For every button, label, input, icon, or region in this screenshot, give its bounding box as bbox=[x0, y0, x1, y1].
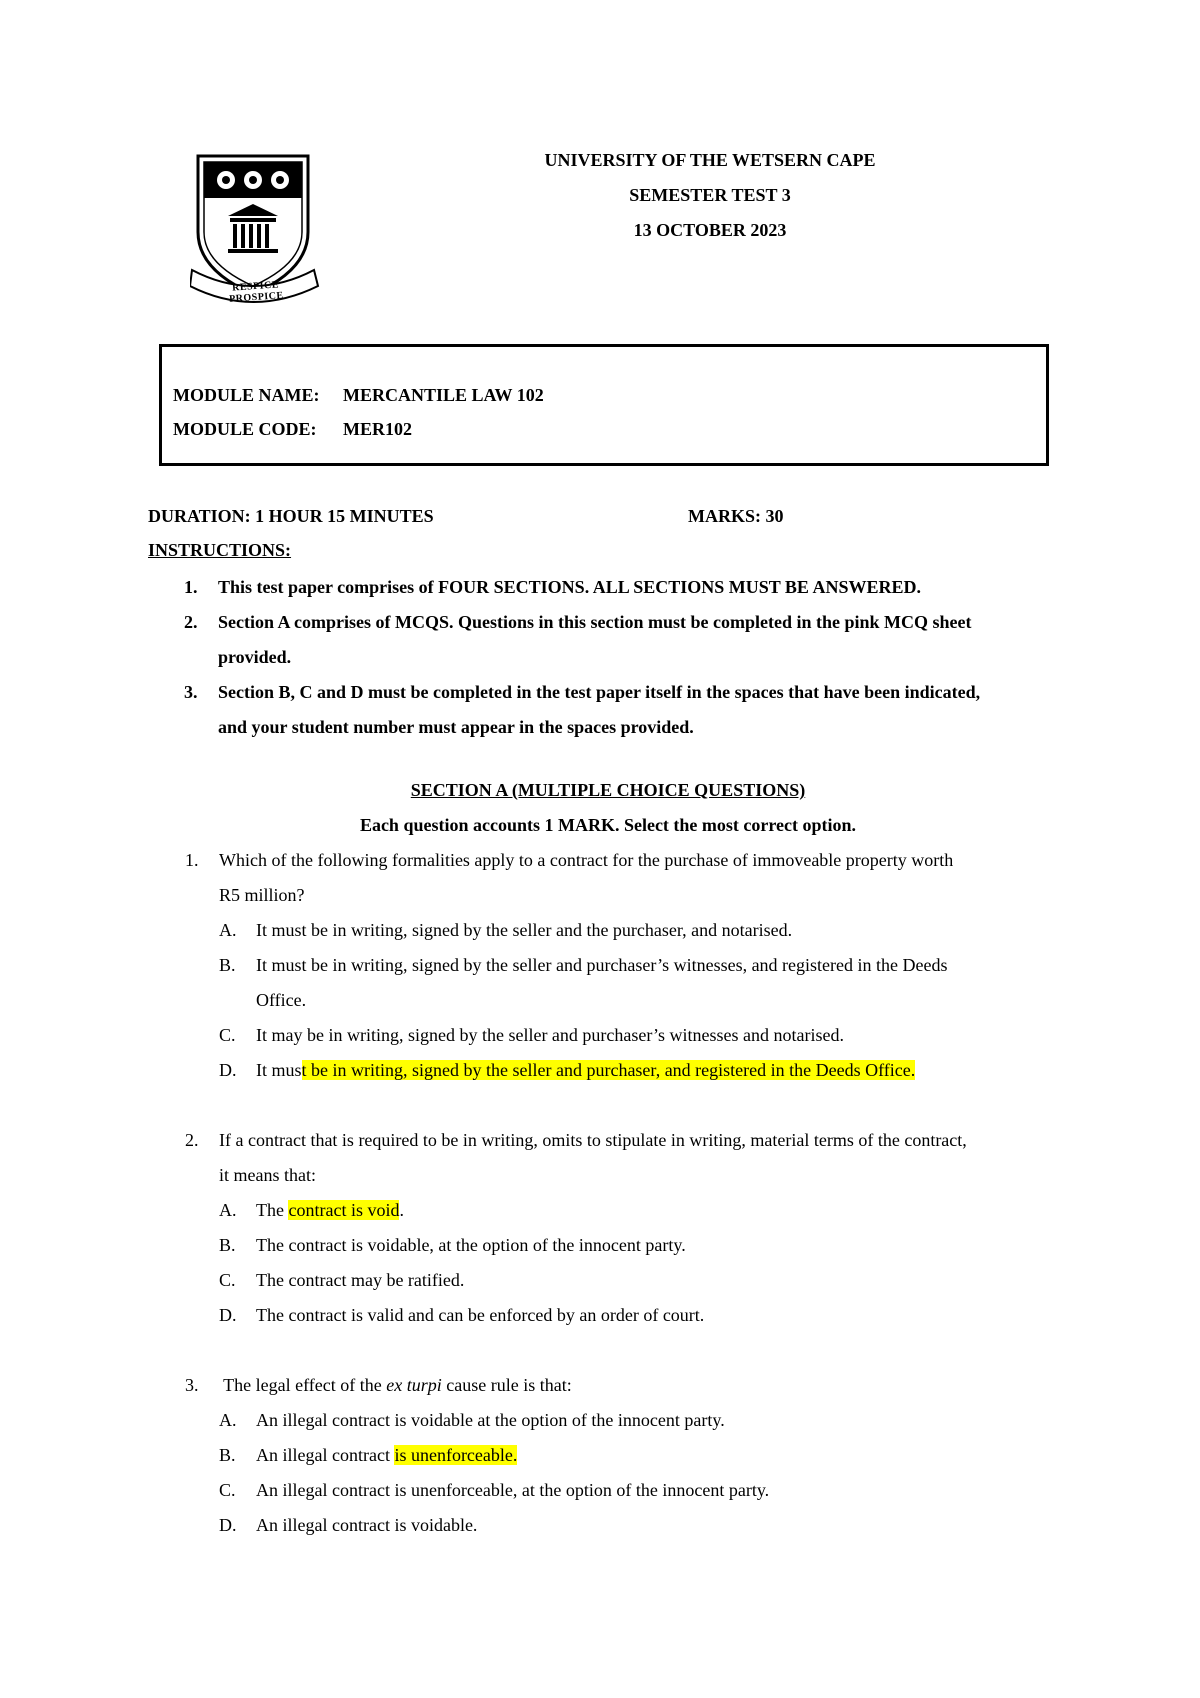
option-text-plain: . bbox=[399, 1200, 404, 1220]
instruction-text: This test paper comprises of FOUR SECTIONS. ALL SECTIONS MUST BE ANSWERED. bbox=[218, 577, 921, 597]
option-letter: A. bbox=[219, 1410, 237, 1430]
question-number: 1. bbox=[185, 850, 199, 870]
marks: MARKS: 30 bbox=[688, 506, 784, 526]
instructions-title: INSTRUCTIONS: bbox=[148, 540, 292, 560]
option-text: The contract is valid and can be enforced by an order of court. bbox=[256, 1305, 705, 1325]
option-text: An illegal contract is voidable at the option of the innocent party. bbox=[256, 1410, 725, 1430]
module-code-row bbox=[173, 419, 412, 440]
logo-motto: RESPICE PROSPICE bbox=[228, 279, 284, 305]
option-text: An illegal contract is voidable. bbox=[256, 1515, 478, 1535]
option-letter: D. bbox=[219, 1305, 237, 1325]
question-number: 2. bbox=[185, 1130, 199, 1150]
option-letter: B. bbox=[219, 1235, 236, 1255]
duration: DURATION: 1 HOUR 15 MINUTES bbox=[148, 506, 434, 526]
section-a-title: SECTION A (MULTIPLE CHOICE QUESTIONS) bbox=[410, 780, 806, 800]
university-crest-logo bbox=[190, 152, 322, 312]
question-text: R5 million? bbox=[219, 885, 305, 905]
module-name-value: MERCANTILE LAW 102 bbox=[343, 385, 544, 405]
option-text bbox=[256, 1445, 1061, 1466]
question-text bbox=[219, 1375, 1061, 1396]
question-text-plain: cause rule is that: bbox=[441, 1375, 572, 1395]
module-name-label: MODULE NAME: bbox=[173, 385, 320, 405]
option-text-plain: An illegal contract bbox=[256, 1445, 395, 1465]
question-text-italic: ex turpi bbox=[386, 1375, 442, 1395]
highlighted-answer: contract is void bbox=[288, 1200, 400, 1220]
module-name-row bbox=[173, 385, 544, 406]
option-text: It must be in writing, signed by the seller and the purchaser, and notarised. bbox=[256, 920, 793, 940]
test-date: 13 OCTOBER 2023 bbox=[633, 220, 787, 240]
option-text: The contract is voidable, at the option of the innocent party. bbox=[256, 1235, 686, 1255]
instruction-number: 1. bbox=[184, 577, 198, 597]
test-title: SEMESTER TEST 3 bbox=[629, 185, 791, 205]
option-letter: C. bbox=[219, 1270, 236, 1290]
instruction-item bbox=[148, 570, 1068, 605]
university-name: UNIVERSITY OF THE WETSERN CAPE bbox=[544, 150, 876, 170]
option-text: It must be in writing, signed by the seller and purchaser’s witnesses, and registered in the Deeds bbox=[256, 955, 948, 975]
option-letter: D. bbox=[219, 1515, 237, 1535]
highlighted-answer: is unenforceable. bbox=[394, 1445, 518, 1465]
option-text bbox=[256, 1060, 1061, 1081]
instruction-item bbox=[148, 605, 1068, 675]
option-text bbox=[256, 1200, 1061, 1221]
instruction-text: Section A comprises of MCQS. Questions in this section must be completed in the pink MCQ sheet bbox=[218, 612, 972, 632]
question-text-plain: The legal effect of the bbox=[219, 1375, 387, 1395]
option-letter: B. bbox=[219, 1445, 236, 1465]
option-letter: C. bbox=[219, 1480, 236, 1500]
question-text: Which of the following formalities apply to a contract for the purchase of immoveable property worth bbox=[219, 850, 954, 870]
option-text: An illegal contract is unenforceable, at the option of the innocent party. bbox=[256, 1480, 770, 1500]
module-code-value: MER102 bbox=[343, 419, 412, 439]
option-text-plain: It mus bbox=[256, 1060, 302, 1080]
module-code-label: MODULE CODE: bbox=[173, 419, 317, 439]
question-text: it means that: bbox=[219, 1165, 316, 1185]
instruction-text: and your student number must appear in the spaces provided. bbox=[218, 717, 694, 737]
question-text: If a contract that is required to be in writing, omits to stipulate in writing, material terms of the contract, bbox=[219, 1130, 967, 1150]
option-letter: B. bbox=[219, 955, 236, 975]
module-info-box bbox=[159, 344, 1049, 466]
option-letter: C. bbox=[219, 1025, 236, 1045]
instruction-item bbox=[148, 675, 1068, 745]
option-text: It may be in writing, signed by the seller and purchaser’s witnesses and notarised. bbox=[256, 1025, 845, 1045]
instruction-number: 3. bbox=[184, 682, 198, 702]
option-text: The contract may be ratified. bbox=[256, 1270, 465, 1290]
option-letter: A. bbox=[219, 920, 237, 940]
instruction-text: Section B, C and D must be completed in the test paper itself in the spaces that have been indicated, bbox=[218, 682, 981, 702]
highlighted-answer: t be in writing, signed by the seller and purchaser, and registered in the Deeds Office. bbox=[301, 1060, 916, 1080]
option-text: Office. bbox=[256, 990, 307, 1010]
option-letter: A. bbox=[219, 1200, 237, 1220]
instruction-number: 2. bbox=[184, 612, 198, 632]
question-number: 3. bbox=[185, 1375, 199, 1395]
option-text-plain: The bbox=[256, 1200, 289, 1220]
option-letter: D. bbox=[219, 1060, 237, 1080]
section-a-subtitle: Each question accounts 1 MARK. Select the most correct option. bbox=[359, 815, 857, 835]
instruction-text: provided. bbox=[218, 647, 292, 667]
